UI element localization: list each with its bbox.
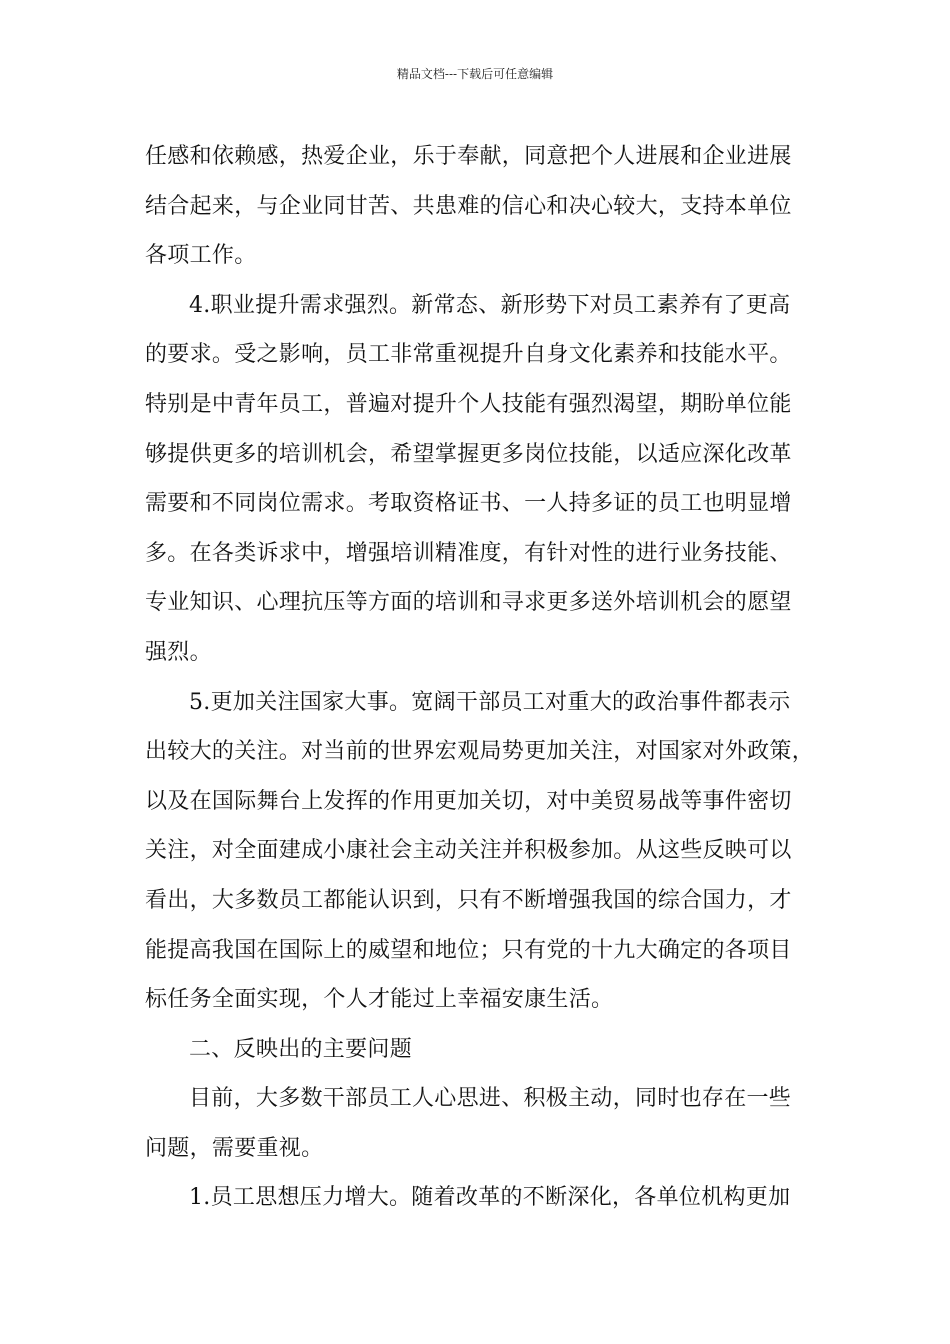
text-line: 目前，大多数干部员工人心思进、积极主动，同时也存在一些 bbox=[189, 1086, 792, 1112]
text-line: 能提高我国在国际上的威望和地位；只有党的十九大确定的各项目 bbox=[145, 937, 792, 963]
text-line: 标任务全面实现，个人才能过上幸福安康生活。 bbox=[145, 987, 614, 1013]
text-line: 各项工作。 bbox=[145, 243, 257, 269]
text-line: 5.更加关注国家大事。宽阔干部员工对重大的政治事件都表示 bbox=[189, 689, 791, 715]
text-line: 的要求。受之影响，员工非常重视提升自身文化素养和技能水平。 bbox=[145, 342, 792, 368]
text-line: 1.员工思想压力增大。随着改革的不断深化，各单位机构更加 bbox=[189, 1185, 791, 1211]
text-line: 二、反映出的主要问题 bbox=[189, 1036, 413, 1062]
page-header: 精品文档---下载后可任意编辑 bbox=[396, 67, 554, 81]
text-line: 多。在各类诉求中，增强培训精准度，有针对性的进行业务技能、 bbox=[145, 540, 792, 566]
text-line: 结合起来，与企业同甘苦、共患难的信心和决心较大，支持本单位 bbox=[145, 193, 792, 219]
text-line: 强烈。 bbox=[145, 639, 212, 665]
text-line: 问题，需要重视。 bbox=[145, 1135, 324, 1161]
text-line: 以及在国际舞台上发挥的作用更加关切，对中美贸易战等事件密切 bbox=[145, 788, 792, 814]
text-line: 关注，对全面建成小康社会主动关注并积极参加。从这些反映可以 bbox=[145, 838, 792, 864]
document-body bbox=[145, 132, 815, 1223]
text-line: 需要和不同岗位需求。考取资格证书、一人持多证的员工也明显增 bbox=[145, 491, 792, 517]
text-line: 看出，大多数员工都能认识到，只有不断增强我国的综合国力，才 bbox=[145, 887, 792, 913]
text-line: 专业知识、心理抗压等方面的培训和寻求更多送外培训机会的愿望 bbox=[145, 590, 792, 616]
text-line: 4.职业提升需求强烈。新常态、新形势下对员工素养有了更高 bbox=[189, 292, 791, 318]
text-line: 任感和依赖感，热爱企业，乐于奉献，同意把个人进展和企业进展 bbox=[145, 144, 792, 169]
text-line: 特别是中青年员工，普遍对提升个人技能有强烈渴望，期盼单位能 bbox=[145, 391, 792, 417]
text-line: 够提供更多的培训机会，希望掌握更多岗位技能，以适应深化改革 bbox=[145, 441, 792, 467]
text-line: 出较大的关注。对当前的世界宏观局势更加关注，对国家对外政策， bbox=[145, 739, 815, 765]
